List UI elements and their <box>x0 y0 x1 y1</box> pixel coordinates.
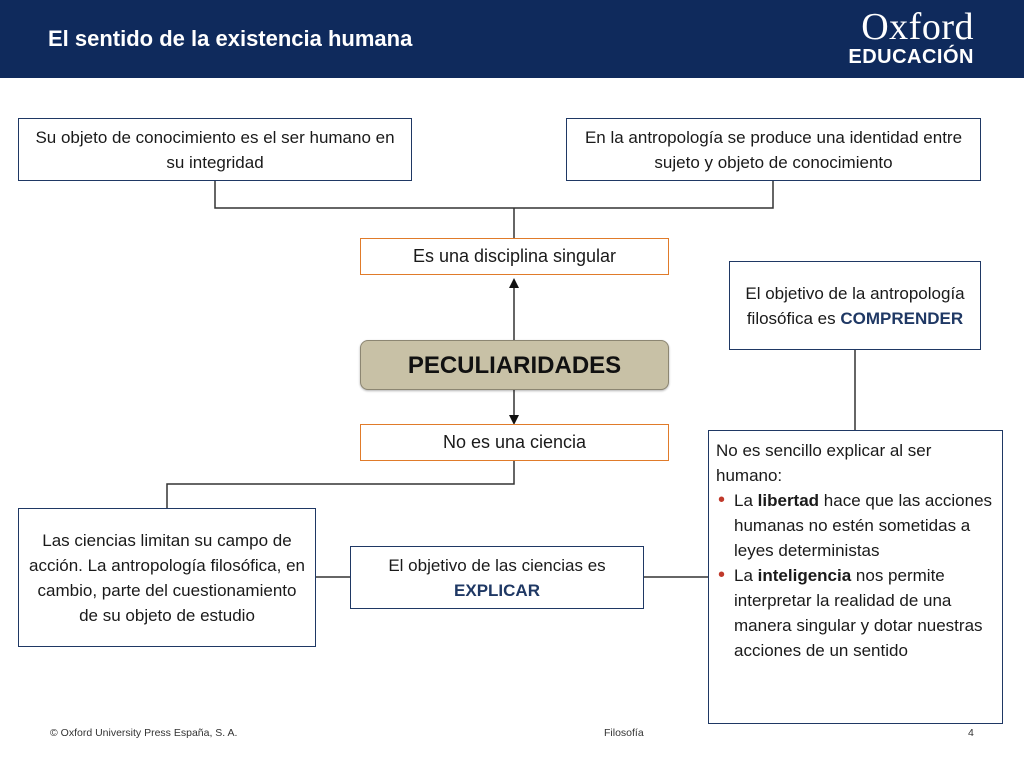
comprender-emphasis: COMPRENDER <box>840 308 964 328</box>
footer-subject: Filosofía <box>604 727 644 739</box>
box-no-es-ciencia-text: No es una ciencia <box>442 432 587 452</box>
box-no-es-sencillo <box>708 430 1003 724</box>
box-disciplina-singular-text: Es una disciplina singular <box>412 246 617 266</box>
list-item-post: nos permite interpretar la realidad de una manera singular y dotar nuestras acciones de un sentido <box>734 566 983 660</box>
box-disciplina-singular <box>360 238 669 275</box>
box-objetivo-comprender-content <box>740 281 970 331</box>
list-item-bold: libertad <box>757 491 820 510</box>
box-identidad-sujeto-objeto <box>566 118 981 181</box>
box-objeto-conocimiento <box>18 118 412 181</box>
box-objeto-conocimiento-text: Su objeto de conocimiento es el ser humano en su integridad <box>35 127 395 172</box>
bullet-list <box>716 488 994 663</box>
box-identidad-text: En la antropología se produce una identidad entre sujeto y objeto de conocimiento <box>584 127 963 172</box>
connector-not-science-to-left <box>167 461 514 508</box>
footer-page-number: 4 <box>968 727 974 739</box>
box-objetivo-explicar <box>350 546 644 609</box>
logo-educacion-text: EDUCACIÓN <box>848 46 974 68</box>
list-item-pre: La <box>734 491 753 510</box>
slide-title: El sentido de la existencia humana <box>48 26 413 51</box>
list-item <box>716 563 994 663</box>
footer-copyright: © Oxford University Press España, S. A. <box>50 727 238 739</box>
peculiaridades-label: PECULIARIDADES <box>407 351 622 379</box>
list-intro: No es sencillo explicar al ser humano: <box>716 441 932 485</box>
list-item-post: hace que las acciones humanas no estén sometidas a leyes deterministas <box>734 491 993 560</box>
box-ciencias-limitan <box>18 508 316 647</box>
box-ciencias-limitan-text: Las ciencias limitan su campo de acción. La antropología filosófica, en cambio, parte del cuestionamiento de su objeto de estudio <box>29 530 305 625</box>
box-no-es-ciencia <box>360 424 669 461</box>
list-item-bold: inteligencia <box>757 566 852 585</box>
box-objetivo-explicar-content <box>361 553 633 603</box>
explicar-emphasis: EXPLICAR <box>454 580 540 600</box>
list-item-pre: La <box>734 566 753 585</box>
logo-oxford-text: Oxford <box>861 6 974 48</box>
objetivo-comprender-text: El objetivo de la antropología filosófica es <box>745 283 965 328</box>
connector-top-bracket <box>215 180 773 208</box>
box-objetivo-comprender <box>729 261 981 350</box>
list-item <box>716 488 994 563</box>
peculiaridades-node <box>360 340 669 390</box>
objetivo-explicar-text: El objetivo de las ciencias es <box>388 555 606 575</box>
